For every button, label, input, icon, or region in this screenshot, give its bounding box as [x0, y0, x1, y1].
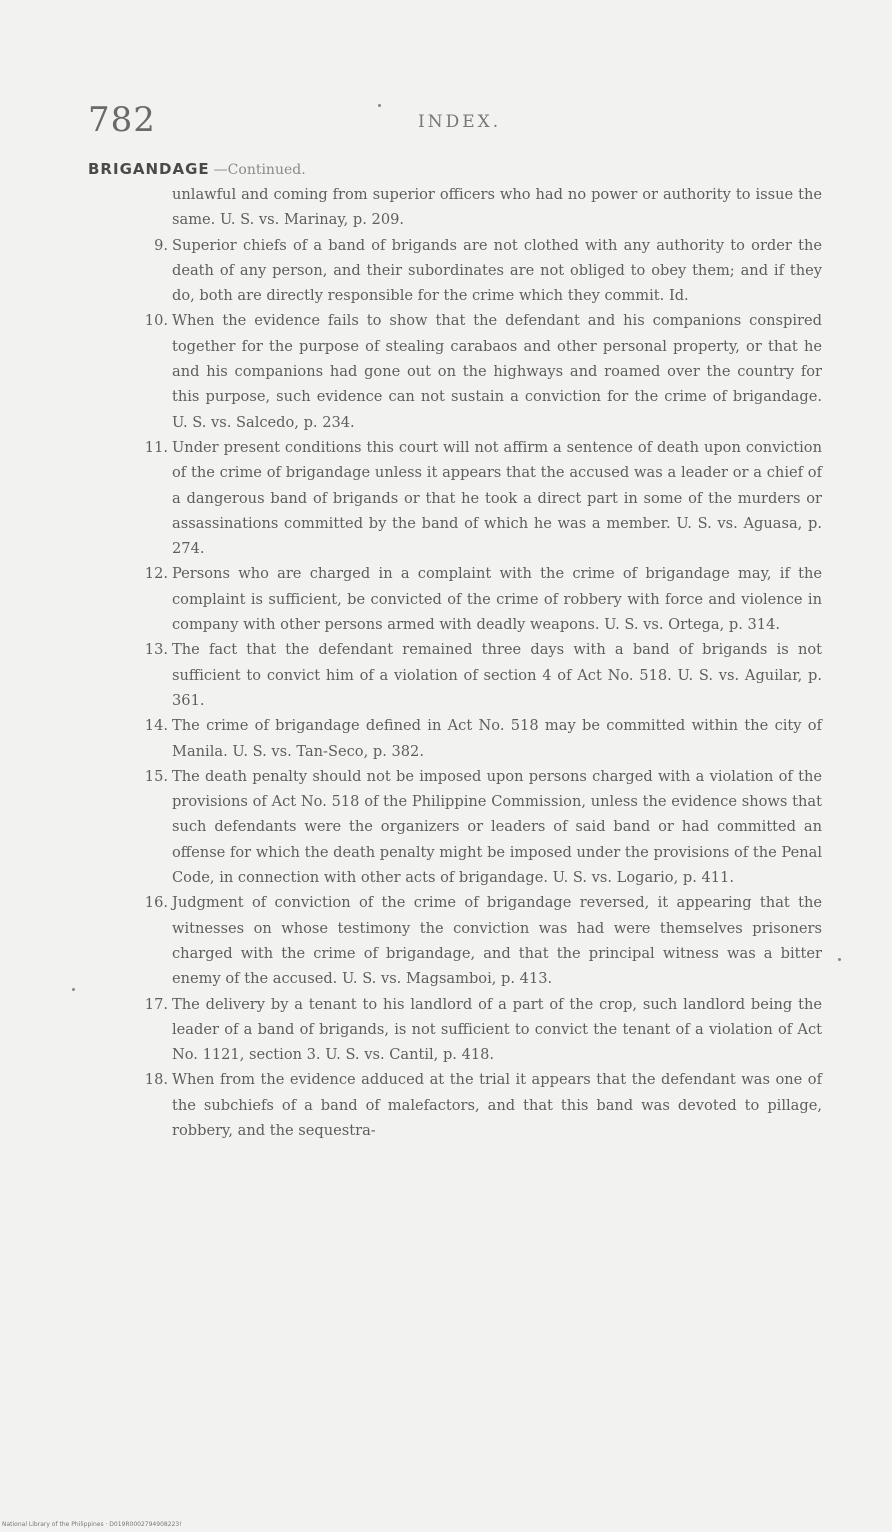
- index-entries: [110, 182, 822, 1143]
- entry-number: 13.: [144, 641, 168, 659]
- entry-text: Judgment of conviction of the crime of brigandage reversed, it appearing that the witnesses on whose testimony the conviction was had were themselves prisoners charged with the crime of brigandage, and that the principal witness was a bitter enemy of the accused. U. S. vs. Magsamboi, p. 413.: [172, 894, 822, 988]
- scan-speck: [378, 104, 381, 107]
- index-entry: [110, 182, 822, 233]
- entry-text: When from the evidence adduced at the trial it appears that the defendant was one of the subchiefs of a band of malefactors, and that this band was devoted to pillage, robbery, and the sequestra-: [172, 1071, 822, 1139]
- entry-number: 14.: [144, 717, 168, 735]
- running-title: INDEX.: [418, 112, 502, 132]
- index-entry: [110, 435, 822, 561]
- scan-speck: [72, 988, 75, 991]
- entry-text: The death penalty should not be imposed upon persons charged with a violation of the provisions of Act No. 518 of the Philippine Commission, unless the evidence shows that such defendants were the organizers or leaders of said band or had committed an offense for which the death penalty might be imposed under the provisions of the Penal Code, in connection with other acts of brigandage. U. S. vs. Logario, p. 411.: [172, 767, 822, 887]
- index-entry: [110, 308, 822, 434]
- index-entry: [110, 992, 822, 1068]
- entry-text: The crime of brigandage defined in Act No. 518 may be committed within the city of Manila. U. S. vs. Tan-Seco, p. 382.: [172, 717, 822, 760]
- entry-text: When the evidence fails to show that the defendant and his companions conspired together for the purpose of stealing carabaos and other personal property, or that he and his companions had gone out on the highways and roamed over the country for this purpose, such evidence can not sustain a conviction for the crime of brigandage. U. S. vs. Salcedo, p. 234.: [172, 312, 822, 431]
- index-entry: [110, 637, 822, 713]
- index-entry: [110, 764, 822, 890]
- entry-number: 9.: [154, 236, 168, 254]
- heading-title: BRIGANDAGE: [88, 160, 210, 178]
- scan-speck: [838, 958, 841, 961]
- entry-number: 12.: [144, 565, 168, 583]
- entry-number: 17.: [144, 995, 168, 1013]
- entry-number: 10.: [144, 312, 168, 330]
- entry-number: 15.: [144, 767, 168, 785]
- index-entry: [110, 713, 822, 764]
- entry-text: Persons who are charged in a complaint with the crime of brigandage may, if the complaint is sufficient, be convicted of the crime of robbery with force and violence in company with other persons armed with deadly weapons. U. S. vs. Ortega, p. 314.: [172, 565, 822, 634]
- index-entry: [110, 890, 822, 991]
- heading-continued: —Continued.: [213, 162, 306, 178]
- entry-number: 18.: [144, 1071, 168, 1089]
- index-entry: [110, 233, 822, 309]
- scan-credit: National Library of the Philippines · D019R0002794908223!: [2, 1521, 182, 1528]
- index-entry: [110, 561, 822, 637]
- entry-text: The delivery by a tenant to his landlord of a part of the crop, such landlord being the leader of a band of brigands, is not sufficient to convict the tenant of a violation of Act No. 1121, section 3. U. S. vs. Cantil, p. 418.: [172, 995, 822, 1064]
- entry-text: Superior chiefs of a band of brigands are not clothed with any authority to order the death of any person, and their subordinates are not obliged to obey them; and if they do, both are directly responsible for the crime which they commit. Id.: [172, 236, 822, 305]
- entry-text: The fact that the defendant remained three days with a band of brigands is not sufficient to convict him of a violation of section 4 of Act No. 518. U. S. vs. Aguilar, p. 361.: [172, 641, 822, 709]
- entry-number: 11.: [144, 438, 168, 456]
- entry-number: 16.: [144, 894, 168, 912]
- section-heading: [88, 160, 306, 178]
- entry-text: unlawful and coming from superior officers who had no power or authority to issue the same. U. S. vs. Marinay, p. 209.: [172, 186, 822, 229]
- entry-text: Under present conditions this court will not affirm a sentence of death upon conviction of the crime of brigandage unless it appears that the accused was a leader or a chief of a dangerous band of brigands or that he took a direct part in some of the murders or assassinations committed by the band of which he was a member. U. S. vs. Aguasa, p. 274.: [172, 438, 822, 558]
- page-number: 782: [88, 100, 156, 140]
- index-entry: [110, 1067, 822, 1143]
